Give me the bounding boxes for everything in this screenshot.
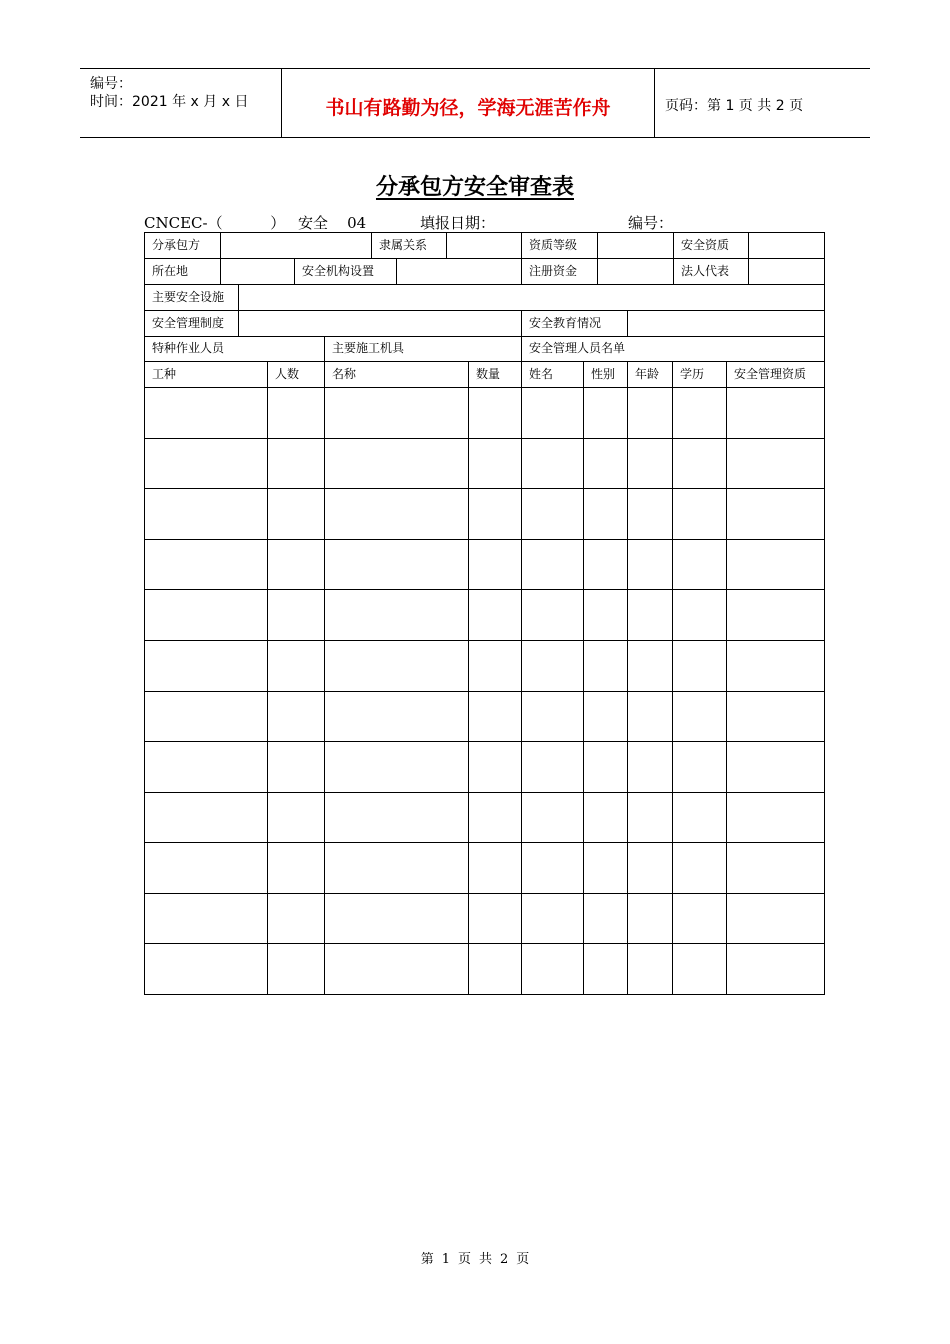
table-cell[interactable] [584,944,627,994]
table-cell[interactable] [673,742,726,792]
table-cell[interactable] [268,944,324,994]
form-number-label: 编号： [628,214,674,232]
table-cell[interactable] [673,843,726,893]
footer-total-num: 2 [500,1252,509,1267]
table-cell[interactable] [673,793,726,842]
table-cell[interactable] [325,944,468,994]
table-cell[interactable] [325,843,468,893]
table-cell[interactable] [584,388,627,438]
table-cell[interactable] [522,388,583,438]
table-rule [144,336,825,337]
table-cell[interactable] [673,439,726,488]
table-cell[interactable] [145,439,267,488]
col-equipment-name-header: 名称 [332,367,357,381]
table-cell[interactable] [727,894,824,943]
table-cell[interactable] [628,742,672,792]
table-cell[interactable] [325,590,468,640]
table-cell[interactable] [268,590,324,640]
document-header [80,68,870,138]
table-cell[interactable] [727,540,824,589]
table-cell[interactable] [673,894,726,943]
table-cell[interactable] [727,590,824,640]
table-cell[interactable] [673,641,726,691]
table-cell[interactable] [628,894,672,943]
label-safety-organization: 安全机构设置 [302,264,375,278]
table-cell[interactable] [584,742,627,792]
table-cell[interactable] [145,641,267,691]
table-cell[interactable] [673,489,726,539]
table-cell[interactable] [469,590,521,640]
table-cell[interactable] [628,793,672,842]
table-cell[interactable] [469,692,521,741]
page-title-text: 分承包方安全审查表 [375,174,574,200]
field-registered-capital[interactable] [598,259,673,284]
table-cell[interactable] [268,439,324,488]
table-cell[interactable] [145,540,267,589]
table-cell[interactable] [145,489,267,539]
label-safety-staff-list: 安全管理人员名单 [529,341,626,355]
table-cell[interactable] [727,388,824,438]
table-cell[interactable] [522,590,583,640]
table-cell[interactable] [522,843,583,893]
table-cell[interactable] [469,843,521,893]
header-center-cell [282,69,655,137]
table-cell[interactable] [522,944,583,994]
col-trade-header: 工种 [152,367,177,381]
table-cell[interactable] [628,692,672,741]
label-qualification-grade: 资质等级 [529,238,578,252]
field-affiliation[interactable] [447,233,521,258]
table-cell[interactable] [673,590,726,640]
label-affiliation: 隶属关系 [379,238,428,252]
table-cell[interactable] [268,793,324,842]
table-cell[interactable] [469,540,521,589]
table-cell[interactable] [522,540,583,589]
table-cell[interactable] [628,843,672,893]
table-cell[interactable] [628,590,672,640]
table-cell[interactable] [628,489,672,539]
table-cell[interactable] [584,590,627,640]
table-cell[interactable] [268,641,324,691]
page-title [0,170,950,201]
label-safety-qualification: 安全资质 [681,238,730,252]
table-cell[interactable] [145,944,267,994]
table-cell[interactable] [522,641,583,691]
table-cell[interactable] [727,944,824,994]
table-cell[interactable] [268,692,324,741]
table-cell[interactable] [584,894,627,943]
col-age-header: 年龄 [635,367,660,381]
field-safety-education[interactable] [628,311,824,336]
field-location[interactable] [221,259,294,284]
header-left-cell [80,69,282,137]
table-cell[interactable] [145,590,267,640]
table-cell[interactable] [673,388,726,438]
table-cell[interactable] [727,793,824,842]
label-subcontractor: 分承包方 [152,238,201,252]
table-cell[interactable] [522,894,583,943]
footer-page-num: 1 [441,1252,450,1267]
label-safety-management-system: 安全管理制度 [152,316,225,330]
form-code: CNCEC-（ ） [144,214,286,232]
table-cell[interactable] [727,439,824,488]
page-label: 页码：第 1 页 共 2 页 [665,98,804,114]
col-quantity-header: 数量 [476,367,501,381]
field-qualification-grade[interactable] [598,233,673,258]
table-cell[interactable] [673,692,726,741]
table-cell[interactable] [325,692,468,741]
table-cell[interactable] [584,540,627,589]
table-cell[interactable] [628,388,672,438]
table-cell[interactable] [469,742,521,792]
footer-page-unit: 页 [457,1252,471,1267]
table-cell[interactable] [727,742,824,792]
table-cell[interactable] [522,793,583,842]
table-cell[interactable] [469,489,521,539]
table-cell[interactable] [673,540,726,589]
table-cell[interactable] [727,843,824,893]
label-legal-representative: 法人代表 [681,264,730,278]
table-cell[interactable] [469,944,521,994]
table-cell[interactable] [325,439,468,488]
table-cell[interactable] [325,641,468,691]
field-safety-facilities[interactable] [239,285,824,310]
footer-page-word: 第 [420,1252,434,1267]
page-footer [0,1248,950,1267]
table-cell[interactable] [469,388,521,438]
table-cell[interactable] [145,388,267,438]
table-cell[interactable] [673,944,726,994]
table-cell[interactable] [268,489,324,539]
table-cell[interactable] [584,489,627,539]
col-name-header: 姓名 [529,367,554,381]
footer-total-unit: 页 [516,1252,530,1267]
col-gender-header: 性别 [591,367,616,381]
field-subcontractor[interactable] [221,233,371,258]
col-education-header: 学历 [680,367,705,381]
table-cell[interactable] [584,793,627,842]
table-cell[interactable] [628,944,672,994]
table-cell[interactable] [522,692,583,741]
table-cell[interactable] [145,692,267,741]
table-cell[interactable] [727,641,824,691]
footer-total-word: 共 [479,1252,493,1267]
table-cell[interactable] [584,692,627,741]
number-label: 编号： [90,76,132,92]
col-safety-credential-header: 安全管理资质 [734,367,807,381]
col-headcount-header: 人数 [275,367,300,381]
table-cell[interactable] [469,894,521,943]
field-safety-management-system[interactable] [239,311,521,336]
field-legal-representative[interactable] [749,259,824,284]
label-safety-education: 安全教育情况 [529,316,602,330]
table-cell[interactable] [522,742,583,792]
table-cell[interactable] [145,894,267,943]
table-cell[interactable] [584,439,627,488]
header-right-cell [655,69,870,137]
table-cell[interactable] [584,843,627,893]
table-cell[interactable] [628,540,672,589]
table-cell[interactable] [628,439,672,488]
label-registered-capital: 注册资金 [529,264,578,278]
table-cell[interactable] [268,843,324,893]
table-cell[interactable] [325,894,468,943]
table-cell[interactable] [469,439,521,488]
table-cell[interactable] [469,641,521,691]
table-rule [144,994,825,995]
table-cell[interactable] [325,793,468,842]
label-location: 所在地 [152,264,189,278]
table-cell[interactable] [628,641,672,691]
table-cell[interactable] [469,793,521,842]
field-safety-qualification[interactable] [749,233,824,258]
fill-date-label: 填报日期： [420,214,496,232]
table-cell[interactable] [325,742,468,792]
table-rule [824,232,825,995]
table-cell[interactable] [325,540,468,589]
table-cell[interactable] [268,742,324,792]
table-cell[interactable] [584,641,627,691]
table-cell[interactable] [522,439,583,488]
table-cell[interactable] [145,843,267,893]
table-cell[interactable] [727,692,824,741]
label-safety-facilities: 主要安全设施 [152,290,225,304]
time-label: 时间：2021 年 x 月 x 日 [90,94,249,110]
table-cell[interactable] [268,540,324,589]
table-cell[interactable] [268,388,324,438]
table-cell[interactable] [268,894,324,943]
table-cell[interactable] [522,489,583,539]
label-special-operators: 特种作业人员 [152,341,225,355]
safety-code: 安全 04 [298,214,367,232]
motto: 书山有路勤为径，学海无涯苦作舟 [325,97,611,119]
table-cell[interactable] [325,489,468,539]
field-safety-organization[interactable] [397,259,521,284]
label-main-equipment: 主要施工机具 [332,341,405,355]
table-cell[interactable] [325,388,468,438]
table-cell[interactable] [145,742,267,792]
table-cell[interactable] [145,793,267,842]
table-cell[interactable] [727,489,824,539]
